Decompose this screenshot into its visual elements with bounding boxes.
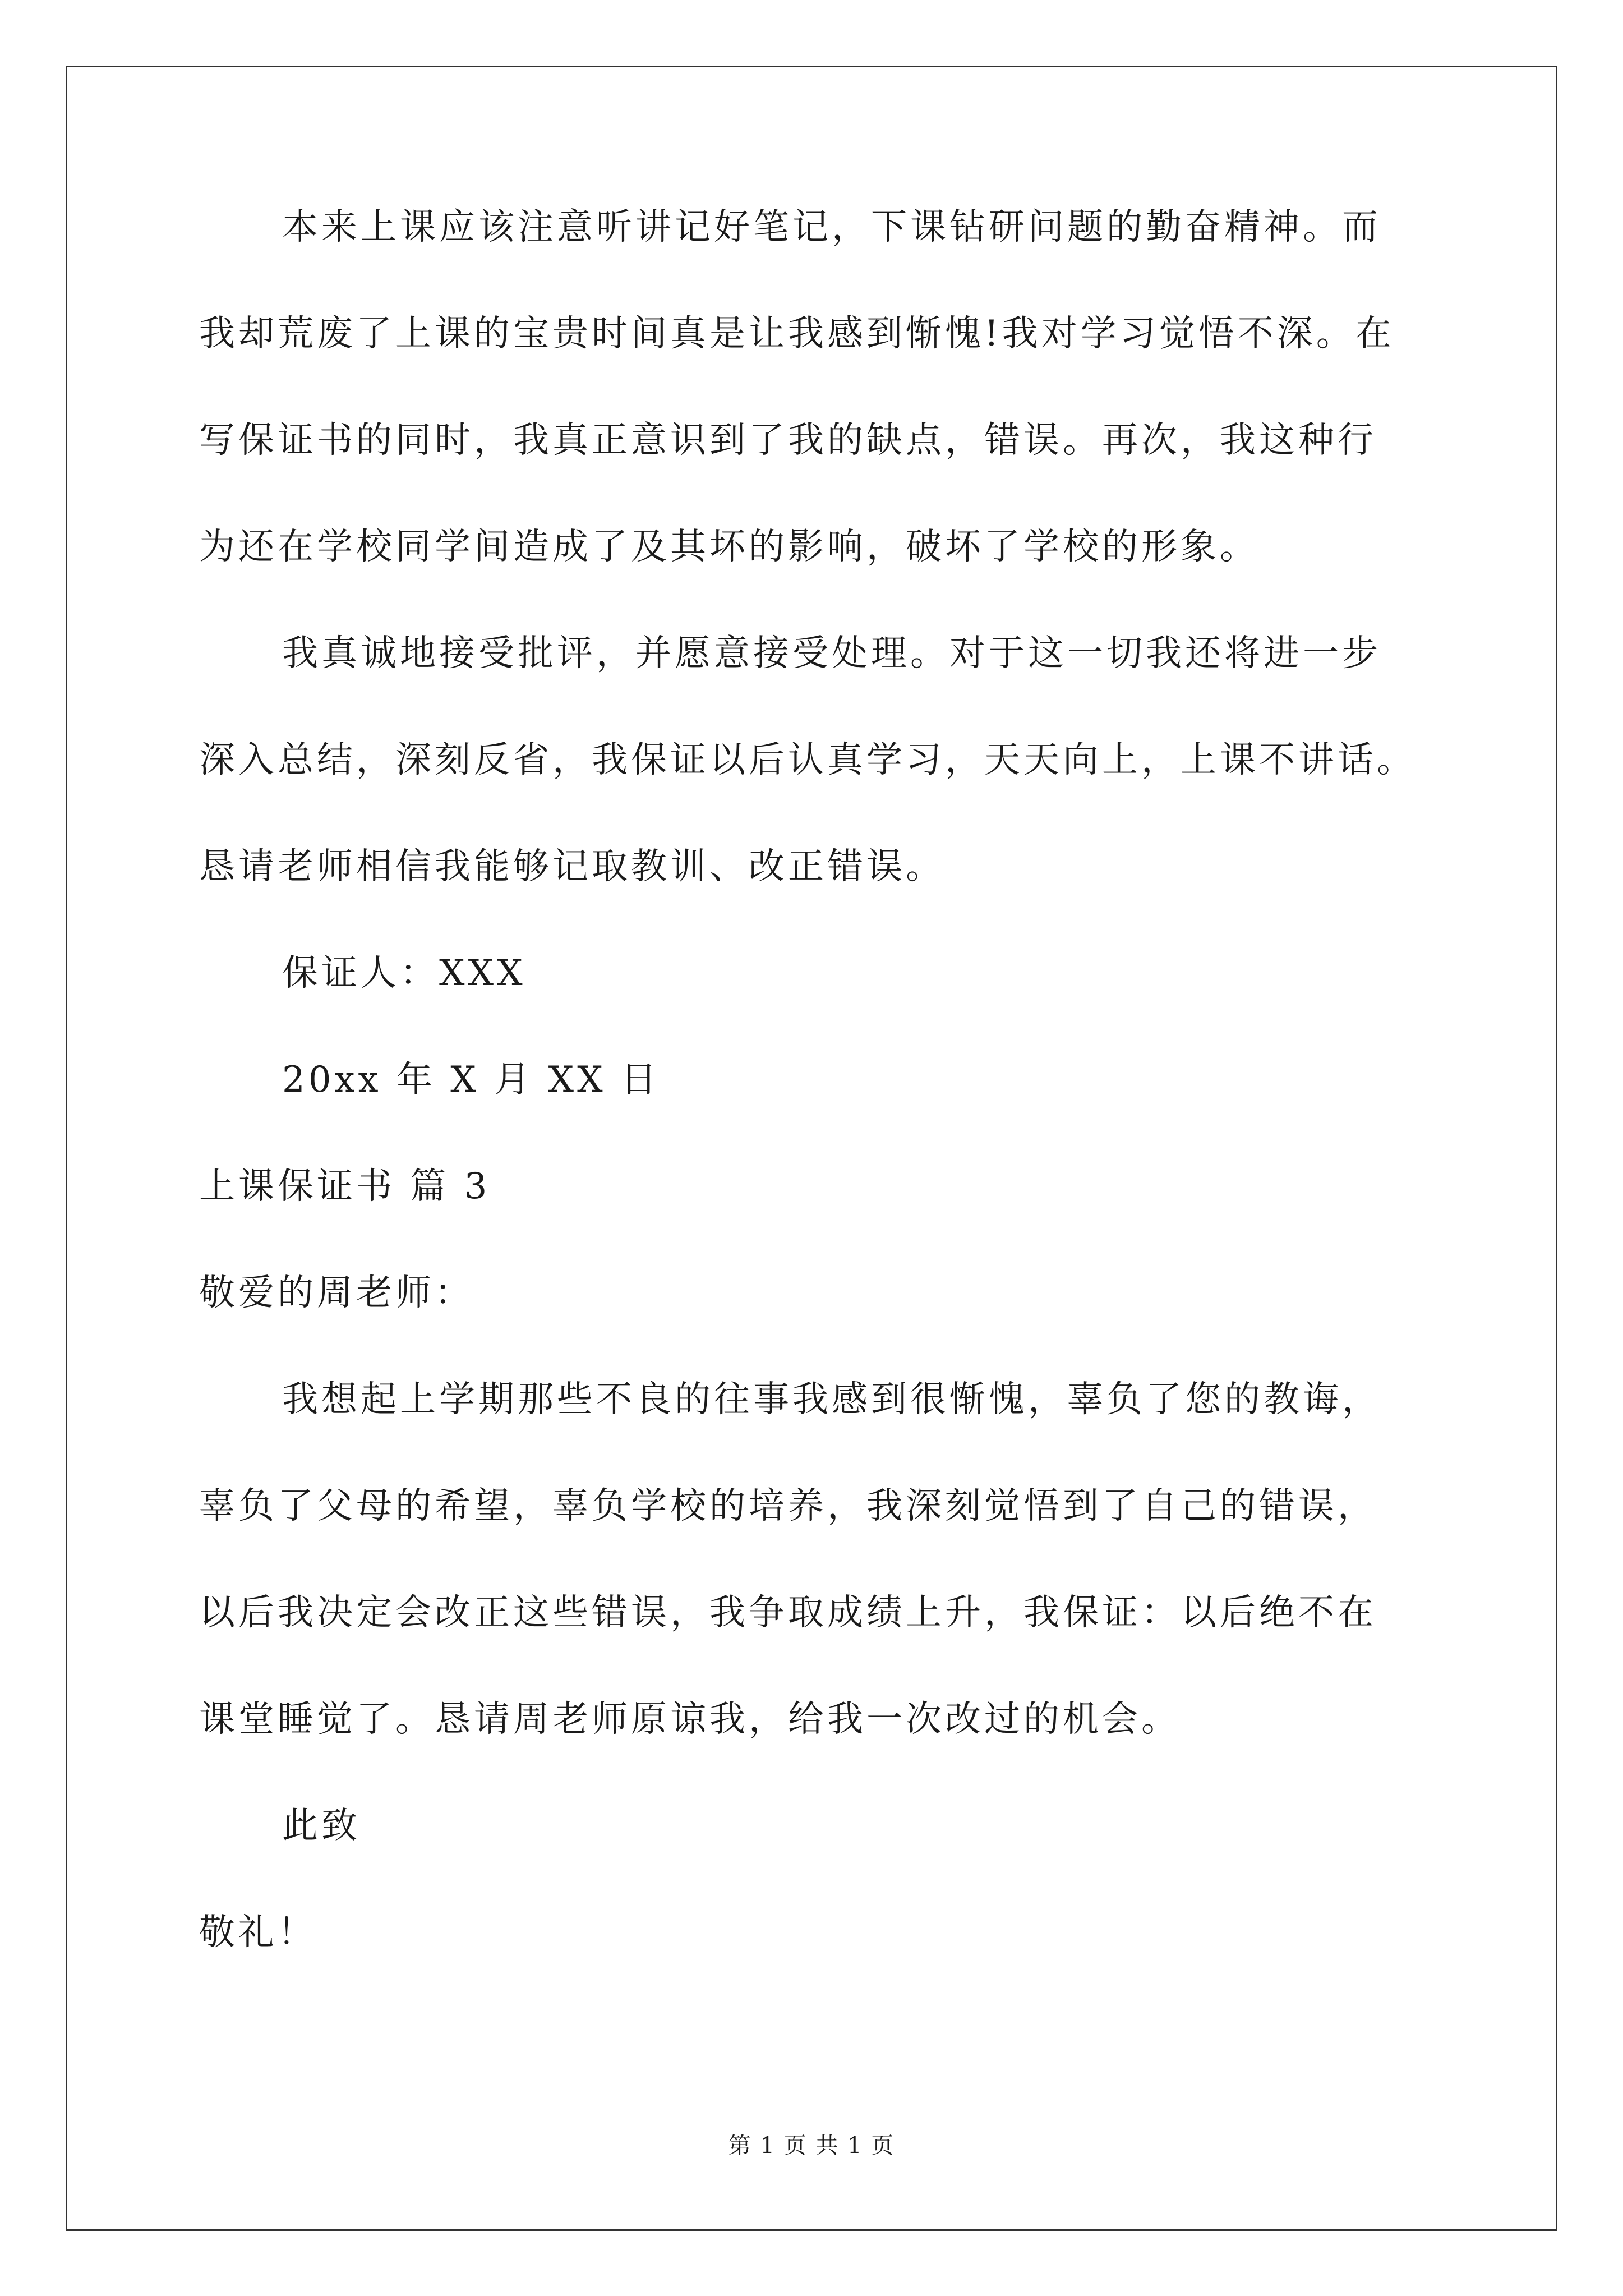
closing-line: 此致 [282,1805,361,1847]
closing-regards: 敬礼！ [199,1912,317,1953]
paragraph-line: 本来上课应该注意听讲记好笔记，下课钻研问题的勤奋精神。而 [282,206,1381,248]
paragraph-line: 以后我决定会改正这些错误，我争取成绩上升，我保证：以后绝不在 [199,1592,1377,1634]
page-number-footer: 第 1 页 共 1 页 [728,2133,895,2159]
signatory-line: 保证人：XXX [282,953,526,994]
section-heading: 上课保证书 篇 3 [199,1166,491,1207]
paragraph-line: 我想起上学期那些不良的往事我感到很惭愧，辜负了您的教诲， [282,1379,1381,1420]
paragraph-line: 我真诚地接受批评，并愿意接受处理。对于这一切我还将进一步 [282,633,1381,674]
page-frame [66,66,1557,2231]
date-line: 20xx 年 X 月 XX 日 [282,1059,661,1101]
paragraph-line: 为还在学校同学间造成了及其坏的影响，破坏了学校的形象。 [199,526,1259,568]
paragraph-line: 辜负了父母的希望，辜负学校的培养，我深刻觉悟到了自己的错误， [199,1485,1377,1527]
paragraph-line: 恳请老师相信我能够记取教训、改正错误。 [199,846,945,887]
paragraph-line: 我却荒废了上课的宝贵时间真是让我感到惭愧!我对学习觉悟不深。在 [199,313,1395,355]
paragraph-line: 写保证书的同时，我真正意识到了我的缺点，错误。再次，我这种行 [199,420,1377,461]
paragraph-line: 课堂睡觉了。恳请周老师原谅我，给我一次改过的机会。 [199,1699,1181,1740]
salutation: 敬爱的周老师： [199,1272,474,1314]
paragraph-line: 深入总结，深刻反省，我保证以后认真学习，天天向上，上课不讲话。 [199,739,1416,781]
